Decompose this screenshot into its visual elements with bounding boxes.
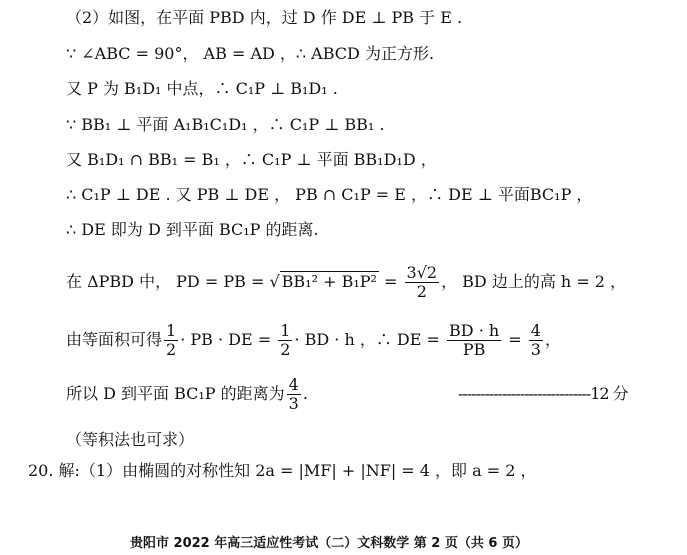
line9-suffix: ， [544, 330, 561, 349]
line8-suffix: ， BD 边上的高 h = 2 ， [441, 272, 627, 291]
solution-line-1: （2）如图，在平面 PBD 内，过 D 作 DE ⊥ PB 于 E . [66, 8, 463, 27]
line9-mid1: · PB · DE = [180, 330, 277, 349]
fraction-4-over-3-result: $\frac{4}{3}$ [288, 375, 299, 413]
line9-mid2: · BD · h ，∴ DE = [294, 330, 446, 349]
fraction-bdh-over-pb: $\frac{BD \cdot h}{PB}$ [449, 321, 500, 359]
solution-line-8 [66, 262, 626, 302]
line10-prefix: 所以 D 到平面 BC₁P 的距离为 [66, 384, 285, 403]
line10-suffix: . [302, 384, 308, 403]
solution-line-4: ∵ BB₁ ⊥ 平面 A₁B₁C₁D₁ ，∴ C₁P ⊥ BB₁ . [66, 115, 385, 134]
solution-line-7: ∴ DE 即为 D 到平面 BC₁P 的距离. [66, 220, 319, 239]
sqrt-content: BB₁² + B₁P² [281, 272, 377, 291]
line8-eq: = [378, 272, 403, 291]
fraction-half-2: $\frac{1}{2}$ [280, 321, 291, 359]
solution-line-10 [66, 374, 308, 414]
line9-prefix: 由等面积可得 [66, 330, 163, 349]
fraction-half-1: $\frac{1}{2}$ [166, 321, 177, 359]
solution-line-11: （等积法也可求） [66, 430, 195, 449]
solution-line-3: 又 P 为 B₁D₁ 中点，∴ C₁P ⊥ B₁D₁ . [66, 79, 338, 98]
solution-line-9 [66, 320, 561, 360]
line9-eq: = [503, 330, 527, 349]
problem-20-line: 20. 解:（1）由椭圆的对称性知 2a = |MF| + |NF| = 4 ，即 a = 2 ， [28, 461, 537, 480]
solution-line-6: ∴ C₁P ⊥ DE . 又 PB ⊥ DE ， PB ∩ C₁P = E ，∴ DE ⊥ 平面BC₁P ， [66, 185, 593, 204]
fraction-3sqrt2-over-2: $\frac{3√2}{2}$ [406, 263, 438, 301]
sqrt-symbol: √ [269, 272, 280, 291]
solution-line-5: 又 B₁D₁ ∩ BB₁ = B₁ ，∴ C₁P ⊥ 平面 BB₁D₁D ， [66, 150, 437, 169]
fraction-4-over-3: $\frac{4}{3}$ [530, 321, 541, 359]
solution-line-2: ∵ ∠ABC = 90°， AB = AD ，∴ ABCD 为正方形. [66, 44, 435, 63]
line8-prefix: 在 ΔPBD 中， PD = PB = [66, 272, 270, 291]
score-marker: ------------------------------12 分 [458, 384, 628, 403]
page-footer: 贵阳市 2022 年高三适应性考试（二）文科数学 第 2 页（共 6 页） [130, 536, 528, 551]
